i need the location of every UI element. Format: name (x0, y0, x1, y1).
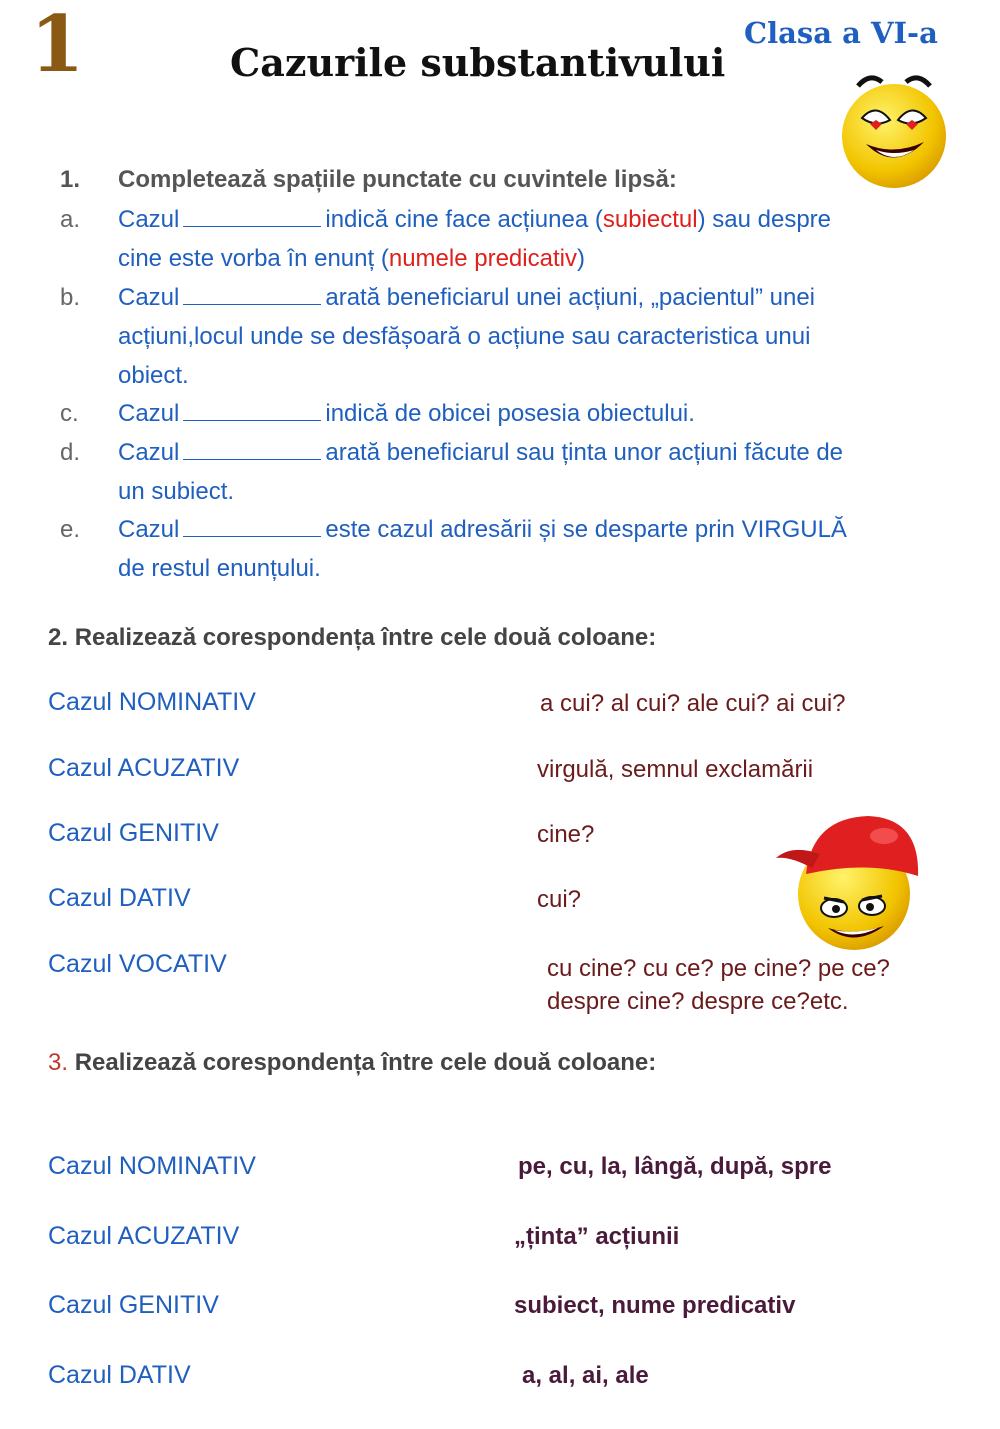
exercise-1-number: 1. (60, 166, 81, 193)
match-right-line: cu cine? cu ce? pe cine? pe ce? (547, 955, 890, 982)
match-left-item[interactable]: Cazul NOMINATIV (48, 688, 256, 716)
exercise-2-number: 2. (48, 624, 69, 651)
item-text: arată beneficiarul unei acțiuni, „pacientul” unei (325, 284, 815, 311)
item-text: de restul enunțului. (118, 555, 321, 582)
exercise-1-heading (60, 166, 677, 194)
item-letter: e. (60, 516, 81, 543)
match-left-item[interactable]: Cazul NOMINATIV (48, 1152, 256, 1180)
item-text: acțiuni,locul unde se desfășoară o acțiune sau caracteristica unui (118, 323, 811, 350)
item-text: obiect. (118, 362, 189, 389)
item-letter: b. (60, 284, 81, 311)
highlight-subiectul: subiectul (602, 206, 698, 233)
match-left-item[interactable]: Cazul VOCATIV (48, 950, 227, 978)
exercise-1-item-b (60, 278, 960, 395)
item-prefix: Cazul (118, 284, 180, 311)
match-left-item[interactable]: Cazul ACUZATIV (48, 754, 240, 782)
exercise-1-item-d (60, 433, 960, 511)
match-right-item[interactable]: subiect, nume predicativ (514, 1292, 796, 1319)
item-prefix: Cazul (118, 439, 180, 466)
exercise-2-heading (48, 624, 656, 652)
match-right-item[interactable]: a cui? al cui? ale cui? ai cui? (540, 690, 846, 717)
match-right-item[interactable]: cui? (537, 886, 582, 913)
match-right-line: despre cine? despre ce?etc. (547, 988, 849, 1015)
item-letter: d. (60, 439, 81, 466)
exercise-3-instruction: Realizează corespondența între cele două coloane: (74, 1049, 657, 1076)
worksheet-number: 1 (30, 0, 85, 90)
match-right-item[interactable]: a, al, ai, ale (522, 1362, 649, 1389)
match-left-item[interactable]: Cazul GENITIV (48, 1291, 219, 1319)
match-right-item[interactable]: virgulă, semnul exclamării (537, 756, 814, 783)
item-prefix: Cazul (118, 206, 180, 233)
exercise-3-heading (48, 1049, 656, 1077)
exercise-1-item-e (60, 510, 960, 588)
item-letter: a. (60, 206, 81, 233)
fill-blank-a[interactable] (183, 204, 321, 227)
exercise-1-item-a (60, 200, 960, 278)
match-left-item[interactable]: Cazul GENITIV (48, 819, 219, 847)
item-letter: c. (60, 400, 79, 427)
exercise-1-instruction: Completează spațiile punctate cu cuvintele lipsă: (118, 166, 677, 193)
fill-blank-d[interactable] (183, 437, 321, 460)
item-prefix: Cazul (118, 516, 180, 543)
item-text: cine este vorba în enunț ( (118, 245, 389, 272)
exercise-1-item-c (60, 394, 960, 433)
item-text: indică cine face acțiunea ( (325, 206, 603, 233)
item-text: ) (576, 245, 585, 272)
match-right-item[interactable]: „ținta” acțiunii (514, 1223, 680, 1250)
class-label: Clasa a VI-a (744, 16, 938, 50)
smiley-cap-icon (772, 808, 924, 954)
fill-blank-c[interactable] (183, 398, 321, 421)
exercise-2-instruction: Realizează corespondența între cele două coloane: (74, 624, 657, 651)
item-text: indică de obicei posesia obiectului. (325, 400, 695, 427)
page-title: Cazurile substantivului (230, 40, 726, 85)
match-right-item[interactable] (547, 952, 890, 1018)
match-left-item[interactable]: Cazul DATIV (48, 1361, 191, 1389)
highlight-numele-predicativ: numele predicativ (388, 245, 577, 272)
fill-blank-b[interactable] (183, 282, 321, 305)
item-text: arată beneficiarul sau ținta unor acțiuni făcute de (325, 439, 844, 466)
match-left-item[interactable]: Cazul DATIV (48, 884, 191, 912)
item-text: un subiect. (118, 478, 235, 505)
item-prefix: Cazul (118, 400, 180, 427)
item-text: este cazul adresării și se desparte prin VIRGULĂ (325, 516, 847, 543)
match-right-item[interactable]: cine? (537, 821, 595, 848)
exercise-3-number: 3. (48, 1049, 69, 1076)
fill-blank-e[interactable] (183, 514, 321, 537)
item-text: ) sau despre (697, 206, 831, 233)
match-left-item[interactable]: Cazul ACUZATIV (48, 1222, 240, 1250)
smiley-devil-icon (836, 68, 952, 192)
match-right-item[interactable]: pe, cu, la, lângă, după, spre (518, 1153, 832, 1180)
